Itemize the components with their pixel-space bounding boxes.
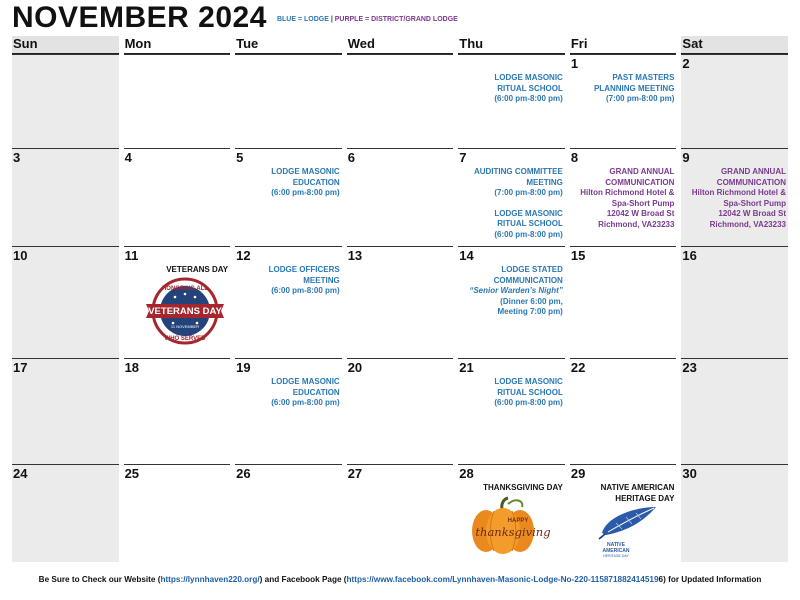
day-cell-27[interactable] bbox=[347, 464, 454, 562]
pumpkin-icon bbox=[468, 495, 558, 557]
day-cell-15[interactable] bbox=[570, 246, 677, 358]
native-label-3: HERITAGE DAY bbox=[603, 554, 629, 558]
day-cell-19[interactable] bbox=[235, 358, 342, 464]
day-number: 6 bbox=[347, 150, 355, 165]
legend-separator: | bbox=[328, 16, 335, 23]
week-row-1 bbox=[12, 54, 788, 148]
day-cell-20[interactable] bbox=[347, 358, 454, 464]
day-number: 26 bbox=[236, 466, 251, 481]
day-cell-5[interactable] bbox=[235, 148, 342, 246]
day-number: 19 bbox=[236, 360, 251, 375]
day-number: 15 bbox=[570, 248, 586, 263]
calendar-header bbox=[12, 0, 458, 36]
day-number: 24 bbox=[13, 466, 28, 481]
day-number: 14 bbox=[459, 248, 474, 263]
event-grand-annual[interactable]: GRAND ANNUAL COMMUNICATION Hilton Richmond Hotel & Spa-Short Pump 12042 W Broad St Richmond, VA23233 bbox=[691, 167, 786, 229]
day-cell-13[interactable] bbox=[347, 246, 454, 358]
day-cell-8[interactable] bbox=[570, 148, 677, 246]
day-number: 11 bbox=[124, 248, 139, 263]
day-number: 29 bbox=[570, 466, 586, 481]
event-masonic-education[interactable]: LODGE MASONIC EDUCATION (6:00 pm-8:00 pm) bbox=[271, 377, 340, 408]
day-number: 27 bbox=[347, 466, 363, 481]
day-number: 8 bbox=[570, 150, 579, 165]
day-cell-empty bbox=[347, 54, 454, 148]
day-cell-22[interactable] bbox=[570, 358, 677, 464]
day-number: 3 bbox=[13, 150, 21, 165]
event-ritual-school[interactable]: LODGE MASONIC RITUAL SCHOOL (6:00 pm-8:00 pm) bbox=[494, 377, 563, 408]
day-number: 28 bbox=[459, 466, 474, 481]
website-link[interactable]: https://lynnhaven220.org/ bbox=[160, 575, 260, 584]
day-number: 1 bbox=[570, 56, 579, 71]
event-grand-annual[interactable]: GRAND ANNUAL COMMUNICATION Hilton Richmond Hotel & Spa-Short Pump 12042 W Broad St Richmond, VA23233 bbox=[580, 167, 675, 229]
day-number: 7 bbox=[459, 150, 467, 165]
day-cell-25[interactable] bbox=[124, 464, 231, 562]
day-cell-1[interactable] bbox=[570, 54, 677, 148]
weekday-sun: Sun bbox=[12, 36, 119, 54]
day-cell-empty bbox=[124, 54, 231, 148]
day-cell-26[interactable] bbox=[235, 464, 342, 562]
day-cell-14[interactable] bbox=[458, 246, 565, 358]
day-cell-empty bbox=[235, 54, 342, 148]
day-cell-23[interactable] bbox=[681, 358, 788, 464]
day-cell-28[interactable] bbox=[458, 464, 565, 562]
weekday-fri: Fri bbox=[570, 36, 677, 54]
native-label-2: AMERICAN bbox=[602, 548, 630, 554]
legend-blue: BLUE = LODGE bbox=[276, 16, 329, 23]
event-officers-meeting[interactable]: LODGE OFFICERS MEETING (6:00 pm-8:00 pm) bbox=[268, 265, 340, 296]
event-native-american-heritage-day[interactable]: NATIVE AMERICAN HERITAGE DAY bbox=[600, 483, 675, 503]
day-number: 23 bbox=[682, 360, 697, 375]
day-number: 22 bbox=[570, 360, 586, 375]
day-number: 2 bbox=[682, 56, 690, 71]
day-number: 12 bbox=[236, 248, 251, 263]
event-veterans-day[interactable]: VETERANS DAY bbox=[166, 265, 229, 274]
event-ritual-school[interactable]: LODGE MASONIC RITUAL SCHOOL (6:00 pm-8:00 pm) bbox=[494, 73, 563, 104]
event-stated-communication[interactable]: LODGE STATED COMMUNICATION “Senior Warden’s Night” (Dinner 6:00 pm, Meeting 7:00 pm) bbox=[469, 265, 563, 317]
day-number: 9 bbox=[682, 150, 690, 165]
day-cell-24[interactable] bbox=[12, 464, 119, 562]
month-calendar bbox=[12, 36, 788, 562]
week-row-2 bbox=[12, 148, 788, 246]
thanksgiving-happy-text: HAPPY bbox=[507, 518, 529, 524]
day-number: 13 bbox=[347, 248, 363, 263]
footer-note: Be Sure to Check our Website (https://lynnhaven220.org/) and Facebook Page (https://www.facebook.com/Lynnhaven-Masonic-Lodge-No-220-1158718824145196) for Updated Information bbox=[38, 575, 762, 584]
veterans-day-badge bbox=[143, 277, 227, 345]
day-cell-17[interactable] bbox=[12, 358, 119, 464]
day-number: 25 bbox=[124, 466, 140, 481]
page-title: NOVEMBER 2024 bbox=[12, 1, 267, 34]
day-cell-29[interactable] bbox=[570, 464, 677, 562]
day-number: 21 bbox=[459, 360, 474, 375]
facebook-link[interactable]: https://www.facebook.com/Lynnhaven-Masonic-Lodge-No-220-115871882414519 bbox=[346, 575, 659, 584]
day-cell-16[interactable] bbox=[681, 246, 788, 358]
weekday-sat: Sat bbox=[681, 36, 788, 54]
weekday-header-row bbox=[12, 36, 788, 54]
day-cell-9[interactable] bbox=[681, 148, 788, 246]
day-number: 4 bbox=[124, 150, 132, 165]
day-cell-12[interactable] bbox=[235, 246, 342, 358]
badge-top-text: HONORING ALL bbox=[161, 286, 208, 292]
event-past-masters[interactable]: PAST MASTERS PLANNING MEETING (7:00 pm-8:00 pm) bbox=[593, 73, 675, 104]
day-number: 10 bbox=[13, 248, 28, 263]
day-cell-3[interactable] bbox=[12, 148, 119, 246]
day-number: 17 bbox=[13, 360, 28, 375]
day-cell-18[interactable] bbox=[124, 358, 231, 464]
day-number: 18 bbox=[124, 360, 140, 375]
legend-purple: PURPLE = DISTRICT/GRAND LODGE bbox=[334, 16, 458, 23]
day-cell-7[interactable] bbox=[458, 148, 565, 246]
weekday-thu: Thu bbox=[458, 36, 565, 54]
day-cell-empty bbox=[458, 54, 565, 148]
week-row-5 bbox=[12, 464, 788, 562]
day-number: 30 bbox=[682, 466, 697, 481]
badge-main-text: VETERANS DAY bbox=[147, 306, 222, 317]
day-number: 16 bbox=[682, 248, 697, 263]
day-cell-10[interactable] bbox=[12, 246, 119, 358]
day-cell-11[interactable] bbox=[124, 246, 231, 358]
event-thanksgiving-day[interactable]: THANKSGIVING DAY bbox=[483, 483, 563, 492]
day-cell-empty bbox=[12, 54, 119, 148]
week-row-4 bbox=[12, 358, 788, 464]
event-auditing-committee[interactable]: AUDITING COMMITTEE MEETING (7:00 pm-8:00 pm) bbox=[473, 167, 563, 198]
event-group-7 bbox=[463, 167, 563, 241]
weekday-wed: Wed bbox=[347, 36, 454, 54]
weekday-tue: Tue bbox=[235, 36, 342, 54]
day-cell-30[interactable] bbox=[681, 464, 788, 562]
day-number: 5 bbox=[236, 150, 244, 165]
color-legend bbox=[277, 16, 458, 23]
event-ritual-school[interactable]: LODGE MASONIC RITUAL SCHOOL (6:00 pm-8:00 pm) bbox=[494, 208, 563, 239]
badge-bottom-text: WHO SERVED bbox=[164, 336, 206, 342]
event-masonic-education[interactable]: LODGE MASONIC EDUCATION (6:00 pm-8:00 pm) bbox=[271, 167, 340, 198]
feather-icon bbox=[596, 503, 660, 559]
native-label-1: NATIVE bbox=[606, 542, 625, 548]
day-cell-2[interactable] bbox=[681, 54, 788, 148]
weekday-mon: Mon bbox=[124, 36, 231, 54]
day-number: 20 bbox=[347, 360, 363, 375]
day-cell-6[interactable] bbox=[347, 148, 454, 246]
day-cell-4[interactable] bbox=[124, 148, 231, 246]
thanksgiving-script-text: thanksgiving bbox=[475, 525, 551, 539]
badge-sub-text: 11 NOVEMBER bbox=[170, 324, 199, 329]
week-row-3 bbox=[12, 246, 788, 358]
day-cell-21[interactable] bbox=[458, 358, 565, 464]
